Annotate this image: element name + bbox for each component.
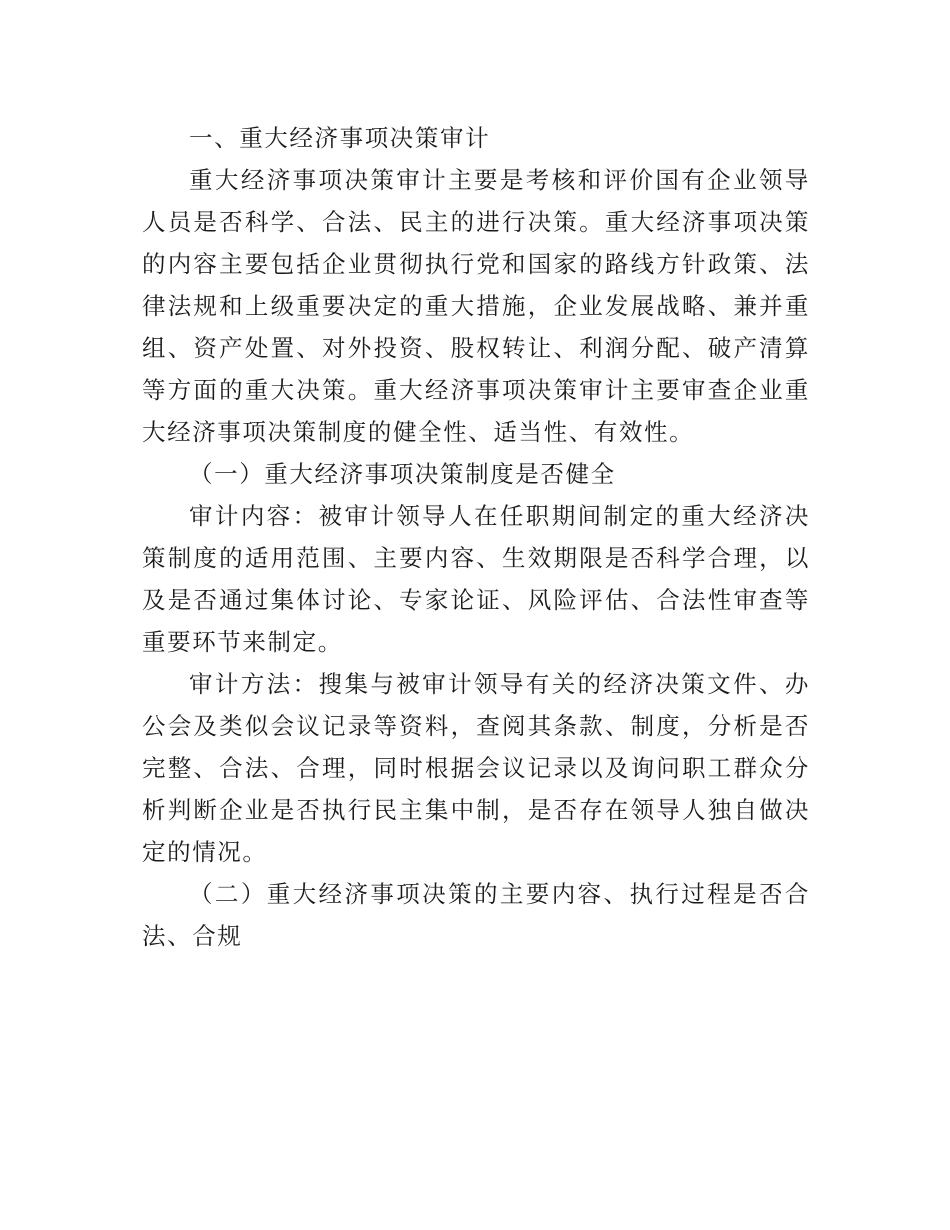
subsection-heading: （二）重大经济事项决策的主要内容、执行过程是否合法、合规 [142,880,810,950]
subsection-heading: （一）重大经济事项决策制度是否健全 [189,460,616,488]
body-paragraph: 审计方法：搜集与被审计领导有关的经济决策文件、办公会及类似会议记录等资料，查阅其条款、制度，分析是否完整、合法、合理，同时根据会议记录以及询问职工群众分析判断企业是否执行民主集中制，是否存在领导人独自做决定的情况。 [142,670,810,866]
body-paragraph: 重大经济事项决策审计主要是考核和评价国有企业领导人员是否科学、合法、民主的进行决策。重大经济事项决策的内容主要包括企业贯彻执行党和国家的路线方针政策、法律法规和上级重要决定的重大措施，企业发展战略、兼并重组、资产处置、对外投资、股权转让、利润分配、破产清算等方面的重大决策。重大经济事项决策审计主要审查企业重大经济事项决策制度的健全性、适当性、有效性。 [142,166,810,446]
section-heading: 一、重大经济事项决策审计 [189,124,491,152]
body-paragraph: 审计内容：被审计领导人在任职期间制定的重大经济决策制度的适用范围、主要内容、生效期限是否科学合理，以及是否通过集体讨论、专家论证、风险评估、合法性审查等重要环节来制定。 [142,502,810,656]
document-body [142,117,810,957]
